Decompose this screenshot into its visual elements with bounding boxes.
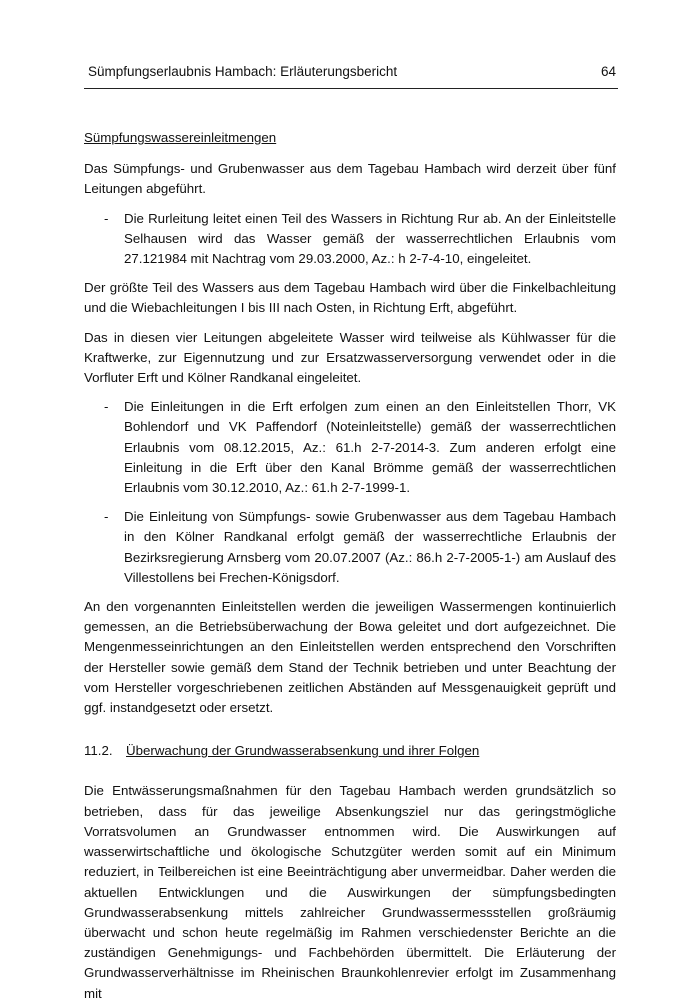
paragraph-messung: An den vorgenannten Einleitstellen werden die jeweiligen Wassermengen kontinuierlich gemessen, an die Betriebsüberwachung der Bowa geleitet und dort aufgezeichnet. Die Mengenmesseinrichtungen an den Einleitstellen werden entsprechend den Vorschriften der Hersteller sowie gemäß dem Stand der Technik betrieben und unter Beachtung der vom Hersteller vorgeschriebenen zeitlichen Abständen auf Messgenauigkeit geprüft und ggf. instandgesetzt oder ersetzt. xyxy=(84,599,616,716)
list-rur xyxy=(84,209,616,270)
section-number: 11.2. xyxy=(84,743,113,759)
list-dash: - xyxy=(104,210,109,226)
page-number: 64 xyxy=(600,64,616,79)
list-dash: - xyxy=(104,509,109,525)
section-heading xyxy=(84,741,616,761)
paragraph-intro: Das Sümpfungs- und Grubenwasser aus dem Tagebau Hambach wird derzeit über fünf Leitungen abgeführt. xyxy=(84,161,616,197)
list-item-text: Die Einleitungen in die Erft erfolgen zum einen an den Einleitstellen Thorr, VK Bohlendorf und VK Paffendorf (Noteinleitstelle) gemäß der wasserrechtlichen Erlaubnis vom 08.12.2015, Az.: 61.h 2-7-2014-3. Zum anderen erfolgt eine Einleitung in die Erft über den Kanal Brömme gemäß der wasserrechtlichen Erlaubnis vom 30.12.2010, Az.: 61.h 2-7-1999-1. xyxy=(124,399,616,496)
list-item-text: Die Einleitung von Sümpfungs- sowie Grubenwasser aus dem Tagebau Hambach in den Kölner Randkanal erfolgt gemäß der wasserrechtliche Erlaubnis der Bezirksregierung Arnsberg vom 20.07.2007 (Az.: 86.h 2-7-2005-1-) am Auslauf des Villestollens bei Frechen-Königsdorf. xyxy=(124,509,616,585)
paragraph-erft: Der größte Teil des Wassers aus dem Tagebau Hambach wird über die Finkelbachleitung und die Wiebachleitungen I bis III nach Osten, in Richtung Erft, abgeführt. xyxy=(84,280,616,316)
document-title: Sümpfungserlaubnis Hambach: Erläuterungsbericht xyxy=(88,64,398,79)
list-item-text: Die Rurleitung leitet einen Teil des Wassers in Richtung Rur ab. An der Einleitstelle Selhausen wird das Wasser gemäß der wasserrechtlichen Erlaubnis vom 27.121984 mit Nachtrag vom 29.03.2000, Az.: h 2-7-4-10, eingeleitet. xyxy=(124,210,616,267)
page-body xyxy=(84,128,616,1004)
list-dash: - xyxy=(104,399,109,415)
list-item xyxy=(84,209,616,270)
paragraph-leitungen: Das in diesen vier Leitungen abgeleitete Wasser wird teilweise als Kühlwasser für die Kraftwerke, zur Eigennutzung und zur Ersatzwasserversorgung verwendet oder in die Vorfluter Erft und Kölner Randkanal eingeleitet. xyxy=(84,329,616,386)
subheading: Sümpfungswassereinleitmengen xyxy=(84,130,277,145)
section-title: Überwachung der Grundwasserabsenkung und ihrer Folgen xyxy=(126,743,480,759)
list-einleitungen xyxy=(84,397,616,588)
paragraph-grundwasser: Die Entwässerungsmaßnahmen für den Tagebau Hambach werden grundsätzlich so betrieben, dass für das jeweilige Absenkungsziel nur das geringstmögliche Vorratsvolumen an Grundwasser entnommen wird. Die Auswirkungen auf wasserwirtschaftliche und ökologische Schutzgüter werden somit auf ein Minimum reduziert, in Teilbereichen ist eine Beeinträchtigung aber unvermeidbar. Daher werden die aktuellen Entwicklungen und die Auswirkungen der sümpfungsbedingten Grundwasserabsenkung mittels zahlreicher Grundwassermessstellen großräumig überwacht und schon heute regelmäßig im Rahmen verschiedenster Berichte an die zuständigen Genehmigungs- und Fachbehörden übermittelt. Die Erläuterung der Grundwasserverhältnisse im Rheinischen Braunkohlenrevier erfolgt im Zusammenhang mit xyxy=(84,783,616,1001)
list-item xyxy=(84,507,616,588)
list-item xyxy=(84,397,616,498)
header-divider xyxy=(84,88,618,89)
